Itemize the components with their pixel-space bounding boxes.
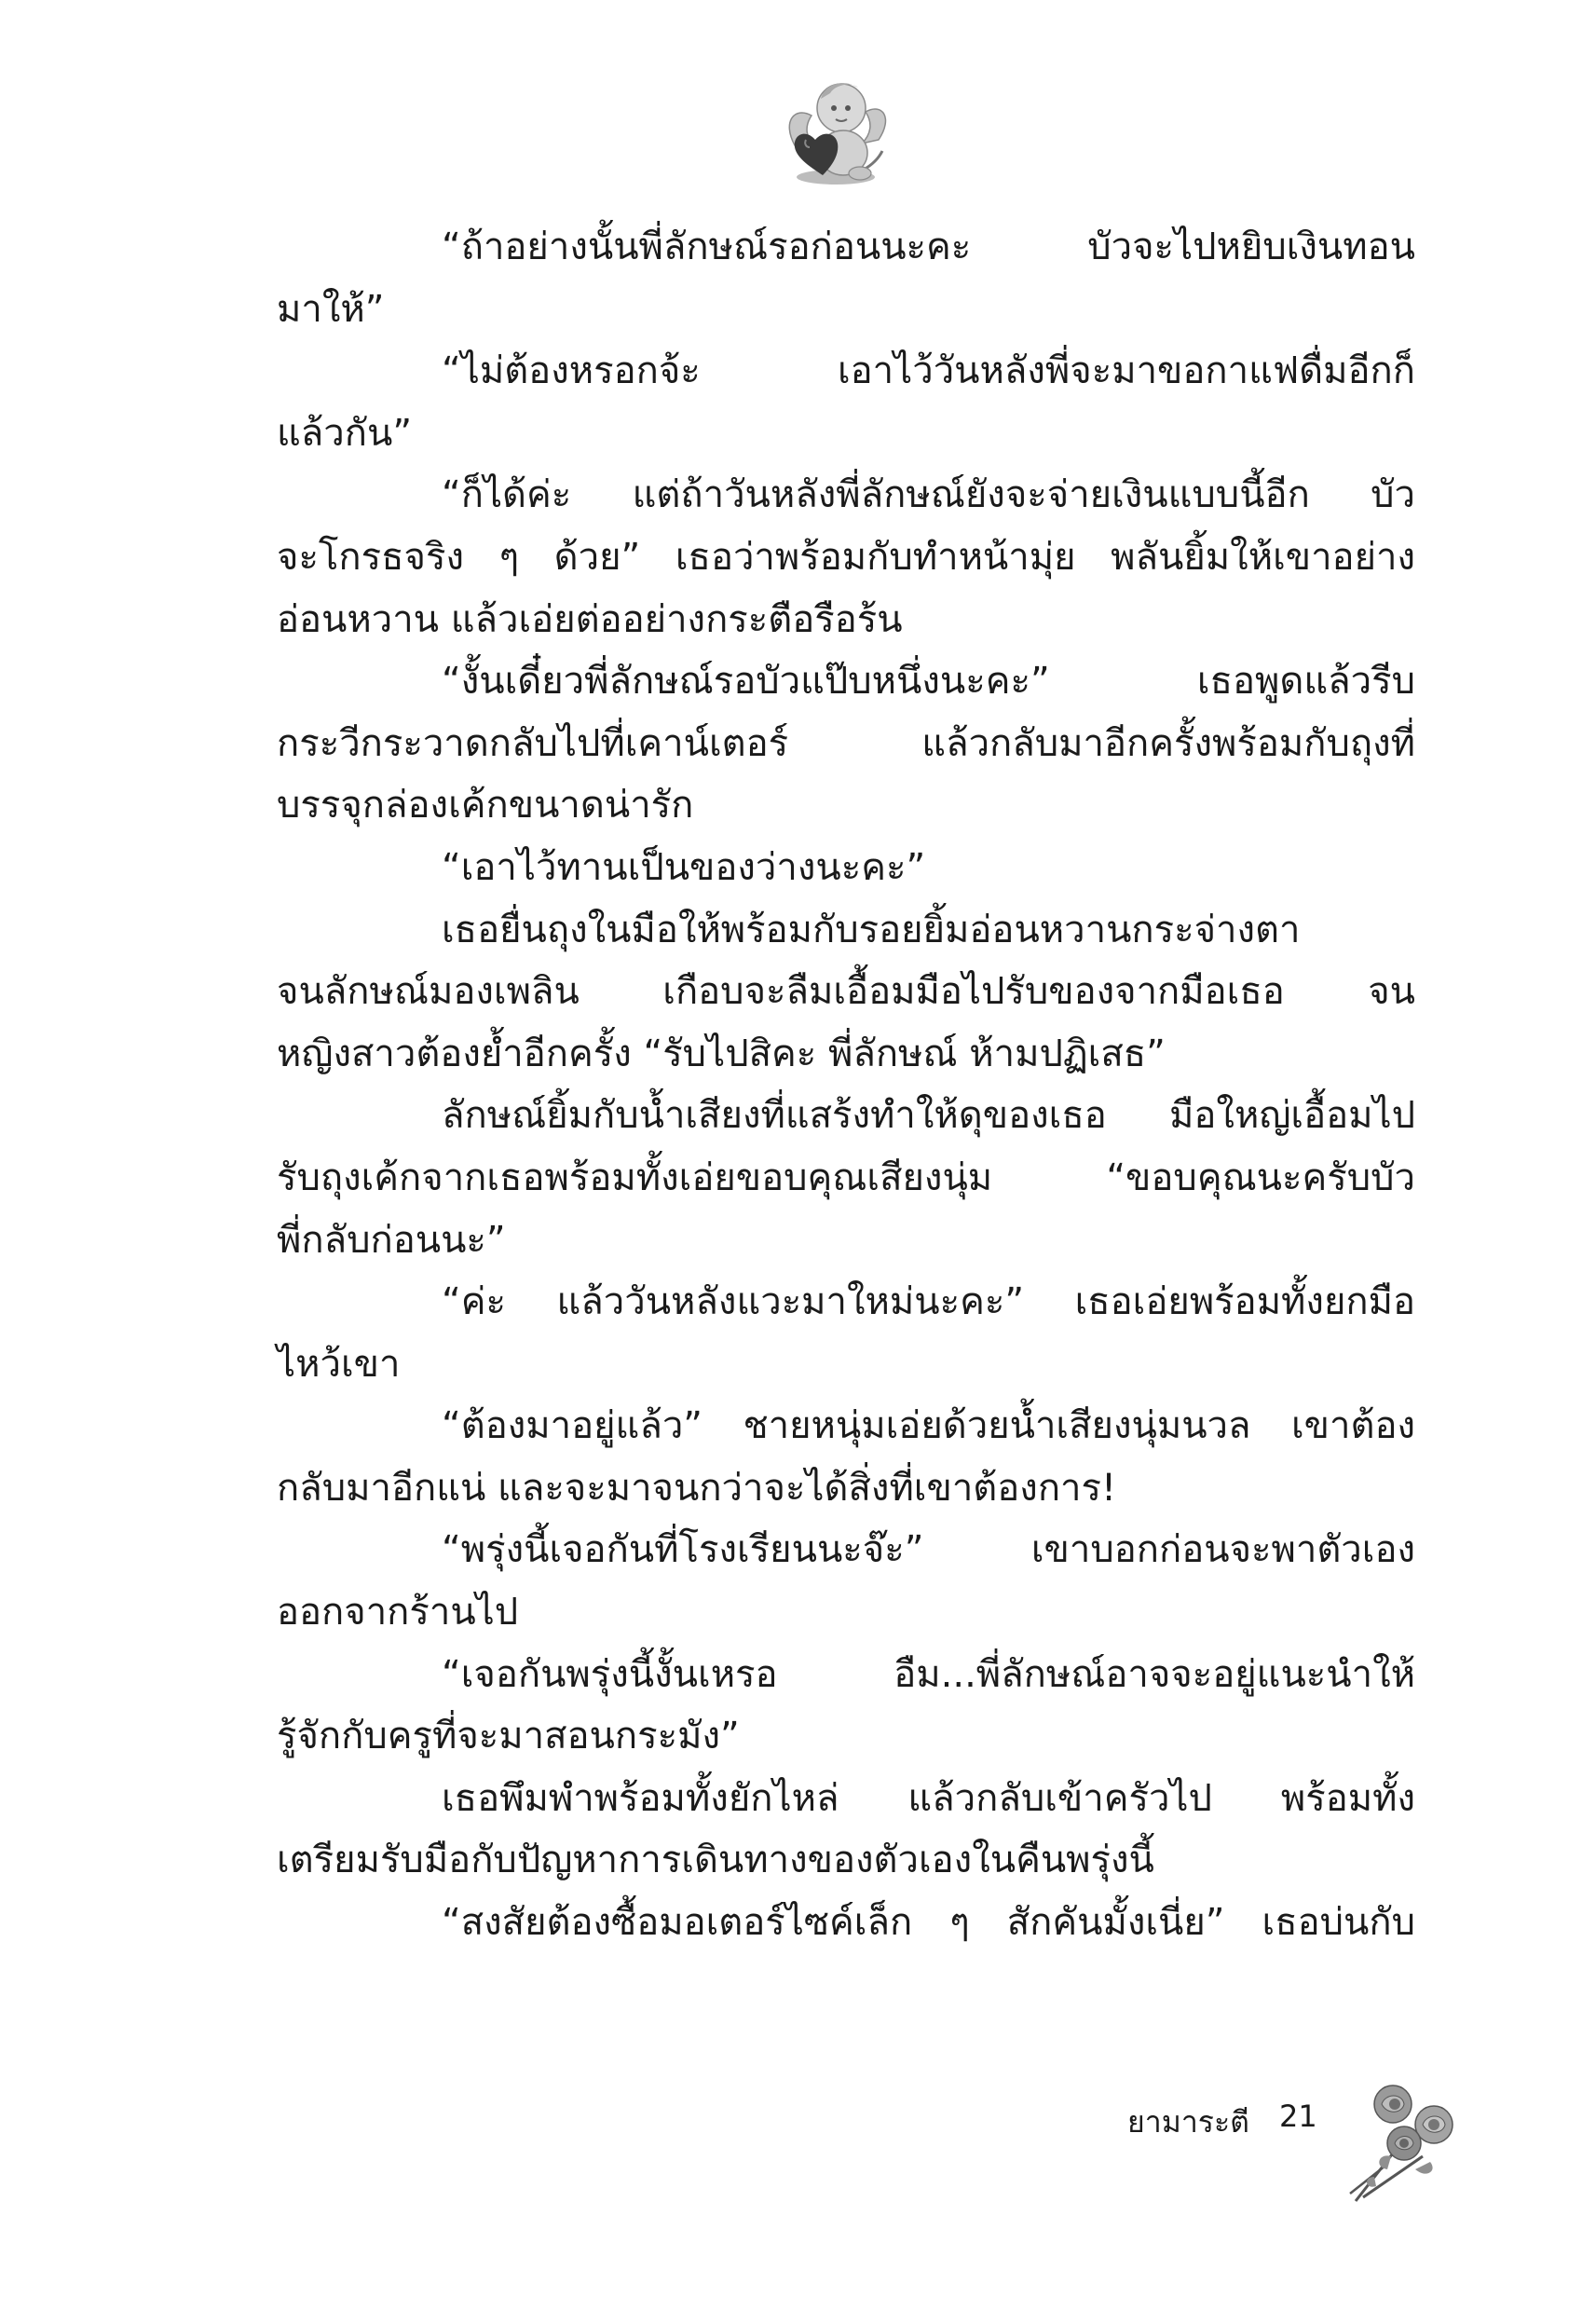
- text-line: กลับมาอีกแน่ และจะมาจนกว่าจะได้สิ่งที่เขาต้องการ!: [277, 1466, 1117, 1510]
- text-line: “ถ้าอย่างนั้นพี่ลักษณ์รอก่อนนะคะ บัวจะไปหยิบเงินทอน: [442, 226, 1415, 268]
- text-line: “ก็ได้ค่ะ แต่ถ้าวันหลังพี่ลักษณ์ยังจะจ่ายเงินแบบนี้อีก บัว: [442, 473, 1415, 517]
- text-line: ไหว้เขา: [277, 1342, 401, 1386]
- page-number: 21: [1279, 2099, 1317, 2134]
- text-line: มาให้”: [277, 287, 385, 331]
- text-line: อ่อนหวาน แล้วเอ่ยต่ออย่างกระตือรือร้น: [277, 597, 903, 641]
- text-line: “เอาไว้ทานเป็นของว่างนะคะ”: [442, 845, 926, 889]
- text-line: บรรจุกล่องเค้กขนาดน่ารัก: [277, 784, 694, 827]
- text-line: เตรียมรับมือกับปัญหาการเดินทางของตัวเองในคืนพรุ่งนี้: [277, 1839, 1154, 1882]
- text-line: “สงสัยต้องซื้อมอเตอร์ไซค์เล็ก ๆ สักคันมั้งเนี่ย” เธอบ่นกับ: [442, 1901, 1415, 1945]
- cherub-heart-icon: [778, 73, 899, 194]
- book-title: ยามาระตี: [1127, 2104, 1249, 2140]
- text-line: “ต้องมาอยู่แล้ว” ชายหนุ่มเอ่ยด้วยน้ำเสียงนุ่มนวล เขาต้อง: [442, 1404, 1415, 1448]
- text-line: จะโกรธจริง ๆ ด้วย” เธอว่าพร้อมกับทำหน้ามุ่ย พลันยิ้มให้เขาอย่าง: [277, 535, 1415, 579]
- text-line: “พรุ่งนี้เจอกันที่โรงเรียนนะจ๊ะ” เขาบอกก่อนจะพาตัวเอง: [442, 1528, 1415, 1572]
- body-text: [277, 216, 1415, 1954]
- text-line: พี่กลับก่อนนะ”: [277, 1218, 506, 1262]
- text-line: หญิงสาวต้องย้ำอีกครั้ง “รับไปสิคะ พี่ลักษณ์ ห้ามปฏิเสธ”: [277, 1032, 1166, 1075]
- roses-icon: [1337, 2067, 1467, 2207]
- text-line: รับถุงเค้กจากเธอพร้อมทั้งเอ่ยขอบคุณเสียงนุ่ม “ขอบคุณนะครับบัว: [277, 1156, 1415, 1199]
- text-line: จนลักษณ์มองเพลิน เกือบจะลืมเอื้อมมือไปรับของจากมือเธอ จน: [277, 970, 1415, 1014]
- text-line: เธอพึมพำพร้อมทั้งยักไหล่ แล้วกลับเข้าครัวไป พร้อมทั้ง: [442, 1776, 1415, 1820]
- text-line: เธอยื่นถุงในมือให้พร้อมกับรอยยิ้มอ่อนหวานกระจ่างตา: [442, 908, 1301, 951]
- text-line: “เจอกันพรุ่งนี้งั้นเหรอ อืม...พี่ลักษณ์อาจจะอยู่แนะนำให้: [442, 1652, 1415, 1696]
- text-line: ออกจากร้านไป: [277, 1591, 519, 1634]
- text-line: “งั้นเดี๋ยวพี่ลักษณ์รอบัวแป๊บหนึ่งนะคะ” เธอพูดแล้วรีบ: [442, 660, 1415, 704]
- text-line: กระวีกระวาดกลับไปที่เคาน์เตอร์ แล้วกลับมาอีกครั้งพร้อมกับถุงที่: [277, 721, 1415, 765]
- text-line: “ไม่ต้องหรอกจ้ะ เอาไว้วันหลังพี่จะมาขอกาแฟดื่มอีกก็: [442, 349, 1415, 393]
- text-line: แล้วกัน”: [277, 411, 413, 455]
- text-line: รู้จักกับครูที่จะมาสอนกระมัง”: [277, 1715, 740, 1758]
- text-line: “ค่ะ แล้ววันหลังแวะมาใหม่นะคะ” เธอเอ่ยพร้อมทั้งยกมือ: [442, 1280, 1415, 1324]
- text-line: ลักษณ์ยิ้มกับน้ำเสียงที่แสร้งทำให้ดุของเธอ มือใหญ่เอื้อมไป: [442, 1094, 1415, 1138]
